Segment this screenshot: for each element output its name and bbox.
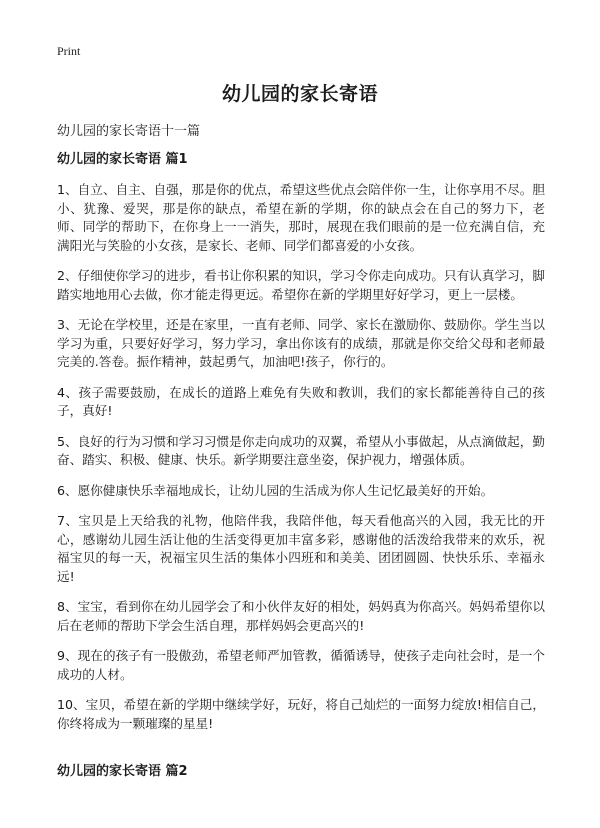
- paragraph-3: 3、无论在学校里，还是在家里，一直有老师、同学、家长在激励你、鼓励你。学生当以学习为重，只要好好学习，努力学习，拿出你该有的成绩，那就是你交给父母和老师最完美的.答卷。振作精神，鼓起勇气，加油吧!孩子，你行的。: [57, 317, 545, 369]
- section-heading-1: 幼儿园的家长寄语 篇1: [57, 152, 188, 167]
- paragraph-2: 2、仔细使你学习的进步，看书让你积累的知识，学习令你走向成功。只有认真学习，脚踏实地地用心去做，你才能走得更远。希望你在新的学期里好好学习，更上一层楼。: [57, 268, 545, 302]
- paragraph-1: 1、自立、自主、自强，那是你的优点，希望这些优点会陪伴你一生，让你享用不尽。胆小、犹豫、爱哭，那是你的缺点，希望在新的学期，你的缺点会在自己的努力下，老师、同学的帮助下，在你身上一一消失，那时，展现在我们眼前的是一位充满自信，充满阳光与笑脸的小女孩，是家长、老师、同学们都喜爱的小女孩。: [57, 182, 545, 253]
- document-subtitle: 幼儿园的家长寄语十一篇: [57, 124, 201, 139]
- paragraph-9: 9、现在的孩子有一股傲劲，希望老师严加管教，循循诱导，使孩子走向社会时，是一个成功的人材。: [57, 648, 545, 682]
- section-heading-2: 幼儿园的家长寄语 篇2: [57, 764, 188, 779]
- paragraph-4: 4、孩子需要鼓励，在成长的道路上难免有失败和教训，我们的家长都能善待自己的孩子，真好!: [57, 384, 545, 418]
- page-title: 幼儿园的家长寄语: [221, 83, 378, 105]
- paragraph-10: 10、宝贝，希望在新的学期中继续学好，玩好，将自己灿烂的一面努力绽放!相信自己，你终将成为一颗璀璨的星星!: [57, 697, 545, 731]
- print-link[interactable]: Print: [57, 44, 81, 58]
- paragraph-7: 7、宝贝是上天给我的礼物，他陪伴我，我陪伴他，每天看他高兴的入园，我无比的开心，感谢幼儿园生活让他的生活变得更加丰富多彩，感谢他的活泼给我带来的欢乐，祝福宝贝的每一天，祝福宝贝生活的集体小四班和和美美、团团圆圆、快快乐乐、幸福永远!: [57, 513, 545, 584]
- article-body: [57, 151, 545, 745]
- paragraph-6: 6、愿你健康快乐幸福地成长，让幼儿园的生活成为你人生记忆最美好的开始。: [57, 482, 494, 498]
- paragraph-5: 5、良好的行为习惯和学习习惯是你走向成功的双翼，希望从小事做起，从点滴做起，勤奋、踏实、积极、健康、快乐。新学期要注意坐姿，保护视力，增强体质。: [57, 433, 545, 467]
- paragraph-8: 8、宝宝，看到你在幼儿园学会了和小伙伴友好的相处，妈妈真为你高兴。妈妈希望你以后在老师的帮助下学会生活自理，那样妈妈会更高兴的!: [57, 599, 545, 633]
